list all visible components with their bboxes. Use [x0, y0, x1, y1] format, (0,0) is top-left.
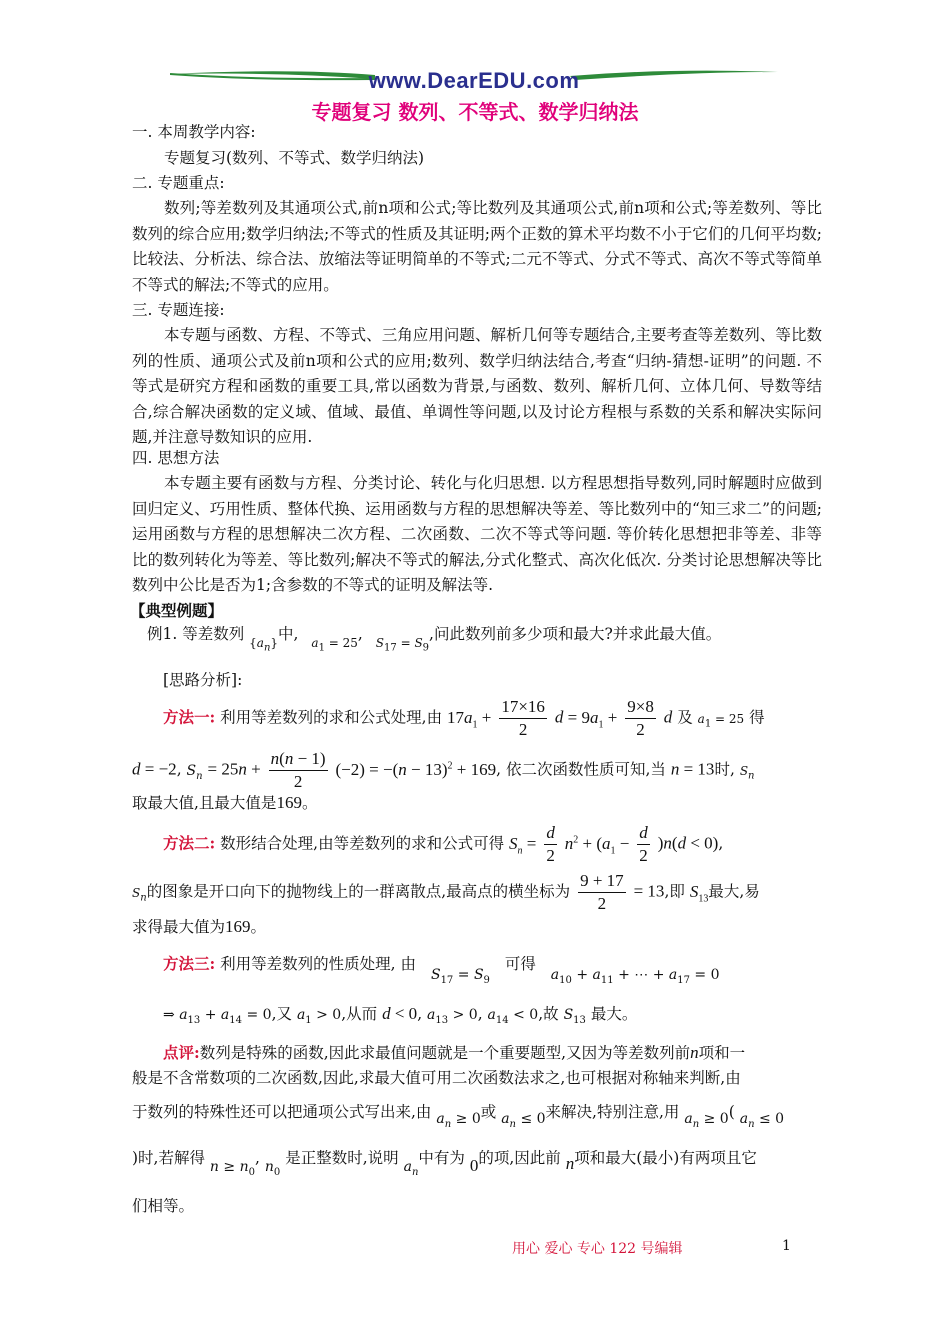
formula-169: 169	[276, 793, 302, 812]
footer-editor-note: 用心 爱心 专心 122 号编辑	[512, 1241, 683, 1257]
section-1-heading: 一. 本周教学内容:	[132, 123, 256, 141]
text: 是正整数时,说明	[285, 1149, 399, 1167]
page-title: 专题复习 数列、不等式、数学归纳法	[311, 100, 639, 124]
section-2-body: 数列;等差数列及其通项公式,前n项和公式;等比数列及其通项公式,前n项和公式;等差数列、等比数列的综合应用;数学归纳法;不等式的性质及其证明;两个正数的算术平均数不小于它们的几何平均数;比较法、分析法、综合法、放缩法等证明简单的不等式;二元不等式、分式不等式、高次不等式等简单不等式的解法;不等式的应用。	[132, 199, 822, 294]
example-1-label: 例1. 等差数列	[147, 625, 245, 643]
comment-line-4: )时,若解得 $n \ge n_0$, $n_0$ 是正整数时,说明 $a_n$中有为 0的项,因此前 n项和最大(最小)有两项且它	[132, 1149, 757, 1178]
site-name: www.DearEDU.com	[368, 68, 580, 93]
formula-a13-a14: ⇒ $a_{13} + a_{14} = 0$	[163, 1007, 272, 1026]
comment-line-3	[132, 1094, 784, 1143]
section-1-body: 专题复习(数列、不等式、数学归纳法)	[164, 149, 425, 167]
formula-an-set: {an}	[249, 636, 279, 654]
site-banner	[170, 66, 778, 92]
analysis-label: [思路分析]:	[163, 671, 243, 689]
formula-an-ge0: $a_n \ge 0$	[436, 1111, 481, 1130]
method-2-label: 方法二:	[163, 833, 216, 853]
text: 时,	[714, 760, 735, 779]
examples-heading: 【典型例题】	[130, 601, 224, 620]
method-1-label: 方法一:	[163, 707, 216, 727]
text: 求得最大值为	[132, 918, 226, 936]
method-1-line-3	[132, 790, 317, 816]
formula-n-ge-n0: $n \ge n_0$	[209, 1159, 255, 1178]
text: 得	[749, 708, 765, 727]
text: , 依二次函数性质可知,当	[496, 760, 666, 779]
text: 或	[480, 1103, 497, 1121]
text: 中,	[278, 625, 299, 643]
method-2-line-3	[132, 914, 266, 940]
method-3-line-2: ⇒ $a_{13} + a_{14} = 0$,又 $a_1 > 0$,从而 d < 0, $a_{13} > 0$, $a_{14} < 0$,故 $S_{13}$ 最大。	[163, 1004, 638, 1026]
text: 。	[250, 918, 267, 936]
example-1-question: ,问此数列前多少项和最大?并求此最大值。	[429, 625, 722, 643]
text: 可得	[504, 955, 536, 973]
text: 最大。	[590, 1005, 638, 1023]
formula-n0: $n_0$	[264, 1159, 281, 1178]
comment-label: 点评:	[163, 1043, 200, 1062]
formula-d-neg2: d = −2	[132, 759, 177, 779]
formula-sn: $S_n$	[186, 762, 203, 782]
section-3-heading: 三. 专题连接:	[132, 301, 225, 319]
formula-frac-9x8: $\frac{9\times 8}{2}$	[627, 697, 654, 739]
text: 的项,因此前	[478, 1149, 561, 1167]
text: ,又	[271, 1005, 292, 1023]
formula-frac-n-n-1: $\frac{n(n - 1)}{2}$	[270, 749, 326, 792]
text: 数列是特殊的函数,因此求最值问题就是一个重要题型,又因为等差数列前	[199, 1044, 691, 1062]
comment-line-2: 般是不含常数项的二次函数,因此,求最大值可用二次函数法求之,也可根据对称轴来判断,由	[132, 1069, 741, 1087]
method-1-line-1: 方法一: 利用等差数列的求和公式处理,由 $17a_1$ + $\frac{17\times 16}{2}$ $d = 9a_1$ + $\frac{9\times 8}{2}$ d 及 $a_1 = 25$ 得	[163, 697, 765, 739]
formula-frac-9-17: $\frac{9 + 17}{2}$	[580, 871, 624, 913]
formula-sn-3: $S_n$	[132, 885, 147, 903]
text: 项和一	[698, 1044, 746, 1062]
page-number: 1	[782, 1238, 791, 1254]
method-2-line-2: $S_n$的图象是开口向下的抛物线上的一群离散点,最高点的横坐标为 $\frac{9 + 17}{2}$ = 13,即 $S_{13}$最大,易	[132, 871, 760, 913]
formula-a1-pos: $a_1 > 0$	[296, 1007, 342, 1026]
text: 利用等差数列的求和公式处理,由	[220, 708, 443, 727]
formula-17a1: $17a_1$ +	[447, 707, 492, 730]
method-3-line-1	[163, 946, 720, 999]
formula-a1: a1 = 25	[311, 636, 358, 654]
text: 数形结合处理,由等差数列的求和公式可得	[220, 834, 505, 853]
method-2-line-1: 方法二: 数形结合处理,由等差数列的求和公式可得 $S_n$ = $\frac{d}{2}$ $n^2 + (a_1$ − $\frac{d}{2}$ )n(d < 0),	[163, 823, 724, 866]
formula-sn-quadratic: $S_n$ =	[509, 833, 537, 857]
section-2-heading: 二. 专题重点:	[132, 174, 225, 192]
method-1-line-2: d = −2, $S_n = 25n$ + $\frac{n(n - 1)}{2}$ $(-2) = -(n - 13)^2 + 169$, 依二次函数性质可知,当 n = 13时, $S_n$	[132, 749, 755, 792]
formula-s13-b: $S_{13}$	[563, 1007, 586, 1026]
text: 利用等差数列的性质处理, 由	[220, 955, 417, 973]
formula-d-neg: d < 0	[382, 1004, 418, 1023]
text: 来解决,特别注意,用	[545, 1103, 680, 1121]
text: 及	[677, 708, 693, 727]
text: ,即	[664, 882, 685, 901]
method-3-label: 方法三:	[163, 954, 216, 973]
formula-a14-neg: $a_{14} < 0$	[487, 1007, 539, 1026]
section-3-body: 本专题与函数、方程、不等式、三角应用问题、解析几何等专题结合,主要考查等差数列、等比数列的性质、通项公式及前n项和公式的应用;数列、数学归纳法结合,考查“归纳-猜想-证明”的问题. 不等式是研究方程和函数的重要工具,常以函数为背景,与函数、数列、解析几何、立体几何、导数等结合,综合解决函数的定义域、值域、最值、单调性等问题,以及讨论方程根与系数的关系和解决实际问题,并注意导数知识的应用.	[132, 326, 822, 447]
formula-s17-s9: S17 = S9	[375, 636, 430, 654]
formula-zero: 0	[469, 1156, 479, 1175]
text: 项和最大(最小)有两项且它	[574, 1149, 757, 1167]
formula-169-b: 169	[225, 917, 251, 936]
text: 中有为	[418, 1149, 465, 1167]
text: 的图象是开口向下的抛物线上的一群离散点,最高点的横坐标为	[146, 882, 571, 901]
formula-an-le0: $a_n \le 0$	[501, 1111, 546, 1130]
section-4-heading: 四. 思想方法	[132, 449, 220, 467]
formula-an: $a_n$	[403, 1159, 419, 1178]
example-1-line	[147, 622, 721, 660]
text: ,从而	[341, 1005, 378, 1023]
text: 于数列的特殊性还可以把通项公式写出来,由	[132, 1103, 432, 1121]
text: (	[728, 1103, 735, 1121]
formula-sn-2: $S_n$	[739, 763, 755, 782]
formula-a10-sum: $a_{10} + a_{11}$ + ⋯ + $a_{17} = 0$	[550, 967, 720, 986]
section-4-body: 本专题主要有函数与方程、分类讨论、转化与化归思想. 以方程思想指导数列,同时解题时应做到回归定义、巧用性质、整体代换、运用函数与方程的思想解决等差、等比数列中的“知三求二”的问题;运用函数与方程的思想解决二次方程、二次函数、二次不等式等问题. 等价转化思想把非等差、非等比的数列转化为等差、等比数列;解决不等式的解法,分式化整式、高次化低次. 分类讨论思想解决等比数列中公比是否为1;含参数的不等式的证明及解法等.	[132, 474, 822, 595]
formula-n-13: n = 13	[670, 759, 715, 779]
text: 。	[301, 794, 318, 812]
text: )时,若解得	[132, 1149, 205, 1167]
formula-an-ge0-b: $a_n \ge 0$	[684, 1111, 729, 1130]
text: ,	[255, 1149, 260, 1167]
text: 最大,易	[708, 882, 760, 901]
formula-s17-s9-b: $S_{17} = S_9$	[430, 967, 490, 986]
text: 取最大值,且最大值是	[132, 794, 277, 812]
formula-d-eq: d	[554, 707, 564, 727]
formula-a13-pos: $a_{13} > 0$	[427, 1007, 478, 1026]
text: ,	[357, 625, 363, 643]
formula-frac-17x16: $\frac{17\times 16}{2}$	[501, 697, 545, 739]
formula-an-le0-b: $a_n \le 0$	[739, 1111, 785, 1130]
comment-line-5: 们相等。	[132, 1197, 195, 1215]
formula-s13: $S_{13}$	[689, 881, 709, 904]
comment-line-1: 点评:数列是特殊的函数,因此求最值问题就是一个重要题型,又因为等差数列前n项和一	[163, 1043, 746, 1062]
formula-a1-25: $a_1 = 25$	[697, 711, 745, 729]
text: ,故	[538, 1005, 559, 1023]
